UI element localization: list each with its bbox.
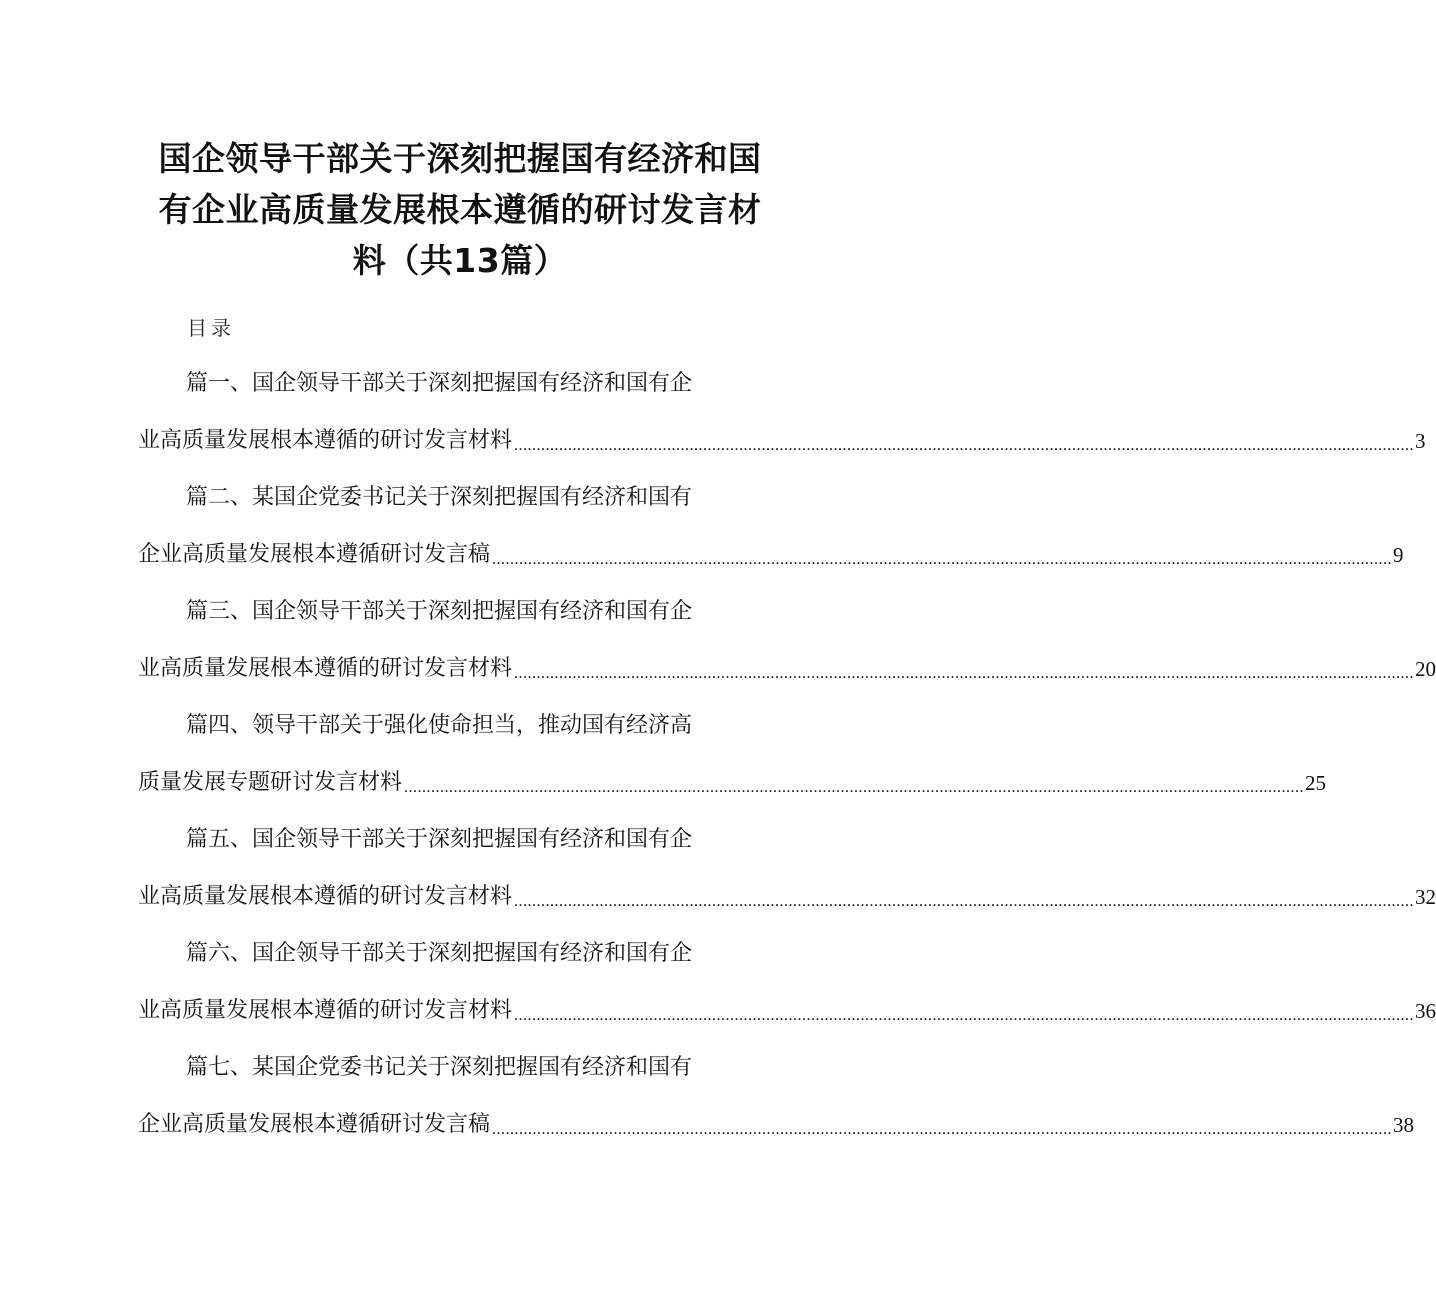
toc-entry-6[interactable] bbox=[138, 934, 1436, 1048]
toc-page-number: 9 bbox=[1393, 543, 1404, 567]
toc-page-number: 3 bbox=[1415, 429, 1426, 453]
toc-entry-title-cont: 质量发展专题研讨发言材料 bbox=[138, 770, 403, 795]
toc-leader-dots: ........................................................................................................................................................................................................ bbox=[514, 1007, 1415, 1024]
toc-page-number: 36 bbox=[1415, 999, 1436, 1023]
toc-page-number: 38 bbox=[1393, 1113, 1415, 1137]
toc-entry-continuation bbox=[138, 421, 1426, 461]
toc-entry-7[interactable] bbox=[138, 1048, 1415, 1162]
toc-entry-title-cont: 业高质量发展根本遵循的研讨发言材料 bbox=[138, 428, 513, 453]
table-of-contents bbox=[138, 364, 1436, 1162]
toc-leader-dots: ........................................................................................................................................................................................................ bbox=[492, 551, 1393, 568]
toc-entry-continuation bbox=[138, 1105, 1415, 1145]
toc-entry-continuation bbox=[138, 763, 1327, 803]
toc-entry-title: 篇三、国企领导干部关于深刻把握国有经济和国有企 bbox=[186, 599, 693, 624]
toc-entry-5[interactable] bbox=[138, 820, 1436, 934]
toc-entry-continuation bbox=[138, 649, 1436, 689]
toc-entry-title: 篇一、国企领导干部关于深刻把握国有经济和国有企 bbox=[186, 371, 693, 396]
toc-entry-4[interactable] bbox=[138, 706, 1327, 820]
toc-entry-continuation bbox=[138, 991, 1436, 1031]
toc-entry-continuation bbox=[138, 535, 1404, 575]
toc-entry-3[interactable] bbox=[138, 592, 1436, 706]
toc-entry-continuation bbox=[138, 877, 1436, 917]
toc-entry-title: 篇六、国企领导干部关于深刻把握国有经济和国有企 bbox=[186, 941, 693, 966]
toc-entry-1[interactable] bbox=[138, 364, 1426, 478]
toc-leader-dots: ........................................................................................................................................................................................................ bbox=[514, 665, 1415, 682]
title-line-1: 国企领导干部关于深刻把握国有经济和国 bbox=[158, 139, 762, 178]
toc-entry-title-cont: 企业高质量发展根本遵循研讨发言稿 bbox=[138, 1112, 491, 1137]
title-line-2: 有企业高质量发展根本遵循的研讨发言材 bbox=[158, 190, 762, 229]
toc-entry-title-cont: 企业高质量发展根本遵循研讨发言稿 bbox=[138, 542, 491, 567]
toc-entry-title-cont: 业高质量发展根本遵循的研讨发言材料 bbox=[138, 656, 513, 681]
toc-page-number: 25 bbox=[1305, 771, 1327, 795]
toc-entry-title-cont: 业高质量发展根本遵循的研讨发言材料 bbox=[138, 884, 513, 909]
document-title bbox=[150, 133, 770, 286]
title-line-3: 料（共13篇） bbox=[352, 241, 568, 280]
toc-entry-title: 篇五、国企领导干部关于深刻把握国有经济和国有企 bbox=[186, 827, 693, 852]
toc-heading: 目录 bbox=[187, 316, 235, 340]
toc-entry-title: 篇二、某国企党委书记关于深刻把握国有经济和国有 bbox=[186, 485, 693, 510]
toc-leader-dots: ........................................................................................................................................................................................................ bbox=[492, 1121, 1393, 1138]
toc-leader-dots: ........................................................................................................................................................................................................ bbox=[514, 437, 1415, 454]
toc-entry-2[interactable] bbox=[138, 478, 1404, 592]
toc-entry-title: 篇七、某国企党委书记关于深刻把握国有经济和国有 bbox=[186, 1055, 693, 1080]
toc-leader-dots: ........................................................................................................................................................................................................ bbox=[404, 779, 1305, 796]
toc-entry-title-cont: 业高质量发展根本遵循的研讨发言材料 bbox=[138, 998, 513, 1023]
toc-leader-dots: ........................................................................................................................................................................................................ bbox=[514, 893, 1415, 910]
toc-page-number: 20 bbox=[1415, 657, 1436, 681]
toc-page-number: 32 bbox=[1415, 885, 1436, 909]
toc-entry-title: 篇四、领导干部关于强化使命担当，推动国有经济高 bbox=[186, 713, 693, 738]
